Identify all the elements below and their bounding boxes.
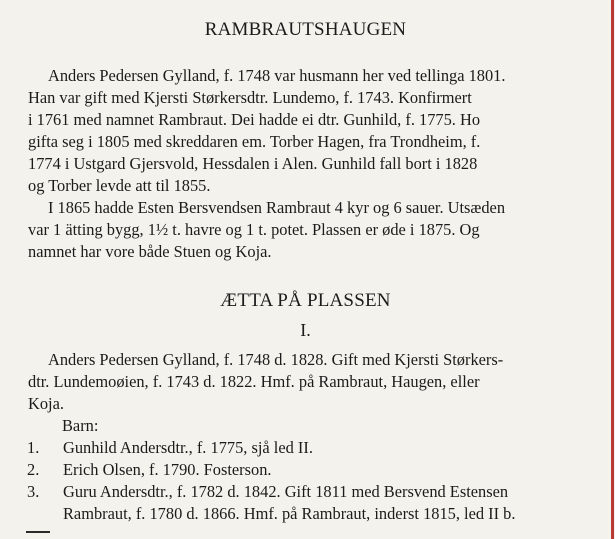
entry-line: Anders Pedersen Gylland, f. 1748 d. 1828. Gift med Kjersti Størkers- — [48, 350, 504, 369]
children-label: Barn: — [62, 416, 99, 435]
paragraph-2-line: namnet har vore både Stuen og Koja. — [28, 242, 272, 261]
generation-number: I. — [300, 320, 311, 340]
paragraph-1-line: gifta seg i 1805 med skreddaren em. Torber Hagen, fra Trondheim, f. — [28, 132, 481, 151]
subsection-title: ÆTTA PÅ PLASSEN — [220, 290, 391, 311]
child-number: 2. — [27, 460, 40, 479]
child-entry: Gunhild Andersdtr., f. 1775, sjå led II. — [63, 438, 313, 457]
section-title: RAMBRAUTSHAUGEN — [204, 19, 407, 40]
paragraph-1-line: og Torber levde att til 1855. — [28, 176, 211, 195]
child-entry: Rambraut, f. 1780 d. 1866. Hmf. på Rambraut, inderst 1815, led II b. — [63, 504, 516, 523]
child-number: 3. — [27, 482, 40, 501]
child-entry: Erich Olsen, f. 1790. Fosterson. — [63, 460, 272, 479]
paragraph-1-line: 1774 i Ustgard Gjersvold, Hessdalen i Alen. Gunhild fall bort i 1828 — [28, 154, 478, 173]
entry-line: Koja. — [28, 394, 64, 413]
paragraph-1-line: i 1761 med namnet Rambraut. Dei hadde ei dtr. Gunhild, f. 1775. Ho — [28, 110, 481, 129]
paragraph-1-line: Han var gift med Kjersti Størkersdtr. Lundemo, f. 1743. Konfirmert — [28, 88, 472, 107]
paragraph-2-line: I 1865 hadde Esten Bersvendsen Rambraut 4 kyr og 6 sauer. Utsæden — [48, 198, 506, 217]
child-number: 1. — [27, 438, 40, 457]
entry-line: dtr. Lundemoøien, f. 1743 d. 1822. Hmf. på Rambraut, Haugen, eller — [28, 372, 480, 391]
page-number-fragment — [26, 531, 50, 539]
paragraph-1-line: Anders Pedersen Gylland, f. 1748 var husmann her ved tellinga 1801. — [48, 66, 506, 85]
paragraph-2-line: var 1 ätting bygg, 1½ t. havre og 1 t. potet. Plassen er øde i 1875. Og — [28, 220, 480, 239]
child-entry: Guru Andersdtr., f. 1782 d. 1842. Gift 1811 med Bersvend Estensen — [63, 482, 509, 501]
